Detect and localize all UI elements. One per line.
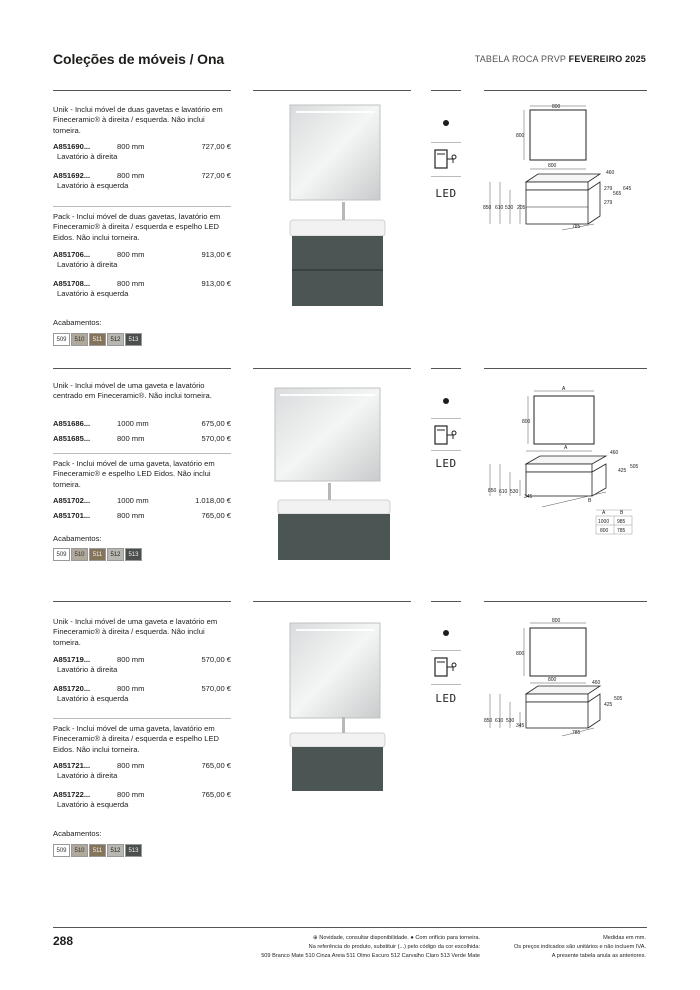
dim-mirror-width: 800 [552, 104, 561, 110]
divider [431, 601, 461, 602]
divider [253, 368, 411, 369]
divider [53, 206, 231, 207]
footer-color-codes: 509 Branco Mate 510 Cinza Areia 511 Olmo Escuro 512 Carvalho Claro 513 Verde Mate [261, 953, 480, 959]
divider [431, 368, 461, 369]
finish-swatch: 512 [107, 844, 124, 857]
dim-base: 785 [572, 730, 581, 736]
finish-swatch: 511 [89, 333, 106, 346]
faucet-hole-icon [431, 620, 461, 646]
finish-swatch: 509 [53, 844, 70, 857]
dim-d3: 425 [604, 702, 613, 708]
dim-depth: 460 [610, 450, 619, 456]
product-price: 913,00 € [201, 250, 231, 259]
dim-h3: 530 [510, 489, 519, 495]
finishes-label: Acabamentos: [53, 318, 102, 327]
product-image [270, 615, 400, 825]
footer-legend: ⊕ Novidade, consultar disponibilidade. ● Com orifício para torneira. [313, 935, 480, 941]
product-description: Unik - Inclui móvel de uma gaveta e lavatório em Fineceramic® à direita / esquerda. Não inclui torneira. [53, 617, 218, 647]
product-code: A851706... [53, 250, 91, 259]
divider [484, 90, 647, 91]
product-size: 800 mm [117, 434, 145, 443]
product-size: 1000 mm [117, 419, 149, 428]
finish-swatch: 511 [89, 548, 106, 561]
product-variant: Lavatório à direita [57, 152, 118, 161]
product-variant: Lavatório à direita [57, 665, 118, 674]
product-price: 570,00 € [201, 434, 231, 443]
finish-swatch: 512 [107, 333, 124, 346]
dim-mirror-height: 800 [516, 651, 525, 657]
dim-mirror-height: 800 [522, 419, 531, 425]
dim-depth: 460 [592, 680, 601, 686]
product-code: A851719... [53, 655, 91, 664]
product-variant: Lavatório à esquerda [57, 181, 129, 190]
dim-d3: 565 [613, 191, 622, 197]
product-size: 800 mm [117, 171, 145, 180]
product-variant: Lavatório à esquerda [57, 289, 129, 298]
footer-notes [261, 934, 480, 961]
dim-d2: 505 [614, 696, 623, 702]
dim-base: 785 [572, 224, 581, 230]
product-code: A851686... [53, 419, 91, 428]
led-label: LED [435, 691, 457, 705]
finish-swatches [53, 548, 142, 561]
dim-h3: 530 [505, 205, 514, 211]
divider [53, 90, 231, 91]
product-code: A851692... [53, 171, 91, 180]
product-code: A851690... [53, 142, 91, 151]
dim-d3: 425 [618, 468, 627, 474]
product-description: Pack - Inclui móvel de duas gavetas, lavatório em Fineceramic® à direita / esquerda e espelho LED Eidos. Não inclui torneira. [53, 212, 221, 242]
finish-swatch: 510 [71, 844, 88, 857]
dim-d2: 279 [604, 186, 613, 192]
dim-h4: 345 [524, 494, 533, 500]
dim-h1: 850 [484, 718, 493, 724]
dim-unit-width: A [564, 445, 568, 451]
finish-swatch: 512 [107, 548, 124, 561]
technical-drawing [482, 100, 647, 240]
finish-swatch: 510 [71, 333, 88, 346]
product-price: 727,00 € [201, 171, 231, 180]
dim-mirror-width: A [562, 386, 566, 392]
product-description: Unik - Inclui móvel de duas gavetas e lavatório em Fineceramic® à direita / esquerda. Não inclui torneira. [53, 105, 223, 135]
product-size: 800 mm [117, 250, 145, 259]
led-icon [431, 685, 461, 711]
product-description: Pack - Inclui móvel de uma gaveta, lavatório em Fineceramic® à direita / esquerda e espelho LED Eidos. Não inclui torneira. [53, 724, 219, 754]
led-icon [431, 450, 461, 476]
product-price: 727,00 € [201, 142, 231, 151]
product-code: A851685... [53, 434, 91, 443]
product-variant: Lavatório à direita [57, 771, 118, 780]
product-size: 800 mm [117, 684, 145, 693]
finish-swatches [53, 844, 142, 857]
product-code: A851702... [53, 496, 91, 505]
divider [431, 90, 461, 91]
dim-h2: 610 [499, 489, 508, 495]
finish-swatch: 509 [53, 333, 70, 346]
product-image [270, 100, 400, 310]
finish-swatch: 513 [125, 333, 142, 346]
dim-h4: 205 [517, 205, 526, 211]
faucet-hole-icon [431, 110, 461, 136]
dims-table-cell: 985 [617, 519, 626, 525]
technical-drawing [482, 382, 647, 542]
dim-h2: 610 [495, 718, 504, 724]
dim-h3: 530 [506, 718, 515, 724]
dim-h2: 610 [495, 205, 504, 211]
mirror-light-icon [431, 422, 461, 448]
mirror-light-icon [431, 654, 461, 680]
dim-h4: 345 [516, 723, 525, 729]
mirror-light-icon [431, 146, 461, 172]
finish-swatches [53, 333, 142, 346]
product-size: 1000 mm [117, 496, 149, 505]
product-price: 675,00 € [201, 419, 231, 428]
led-icon [431, 180, 461, 206]
divider [53, 368, 231, 369]
dims-table-cell: 800 [600, 528, 609, 534]
product-price: 570,00 € [201, 684, 231, 693]
product-size: 800 mm [117, 655, 145, 664]
dims-table-cell: 785 [617, 528, 626, 534]
product-price: 1.018,00 € [195, 496, 231, 505]
finish-swatch: 510 [71, 548, 88, 561]
dim-mirror-height: 800 [516, 133, 525, 139]
product-price: 765,00 € [201, 511, 231, 520]
dim-h1: 850 [488, 488, 497, 494]
divider [53, 453, 231, 454]
product-size: 800 mm [117, 279, 145, 288]
product-price: 913,00 € [201, 279, 231, 288]
dims-table-head-a: A [602, 510, 606, 516]
product-size: 800 mm [117, 511, 145, 520]
finishes-label: Acabamentos: [53, 829, 102, 838]
dim-d2: 505 [630, 464, 639, 470]
footer-disclaimer [514, 934, 646, 961]
product-code: A851720... [53, 684, 91, 693]
product-price: 570,00 € [201, 655, 231, 664]
product-code: A851701... [53, 511, 91, 520]
footer-units: Medidas em mm. [603, 935, 646, 941]
page-number: 288 [53, 934, 74, 948]
dim-h1: 850 [483, 205, 492, 211]
led-label: LED [435, 186, 457, 200]
dims-table-cell: 1000 [598, 519, 610, 525]
product-description: Pack - Inclui móvel de uma gaveta, lavatório em Fineceramic® e espelho LED Eidos. Não inclui torneira. [53, 459, 215, 489]
product-price: 765,00 € [201, 761, 231, 770]
finish-swatch: 509 [53, 548, 70, 561]
dim-unit-width: 800 [548, 677, 557, 683]
catalog-header-date: FEVEREIRO 2025 [568, 54, 646, 64]
product-variant: Lavatório à esquerda [57, 800, 129, 809]
dim-base: B [588, 498, 592, 504]
technical-drawing [482, 614, 647, 744]
finishes-label: Acabamentos: [53, 534, 102, 543]
footer-prices-note: Os preços indicados são unitários e não incluem IVA. [513, 944, 646, 950]
product-code: A851708... [53, 279, 91, 288]
product-size: 800 mm [117, 142, 145, 151]
product-price: 765,00 € [201, 790, 231, 799]
led-label: LED [435, 456, 457, 470]
catalog-header [475, 54, 646, 64]
footer-divider [53, 927, 647, 928]
dim-depth: 460 [606, 170, 615, 176]
finish-swatch: 513 [125, 548, 142, 561]
page-title: Coleções de móveis / Ona [53, 51, 225, 67]
product-image [270, 383, 400, 593]
divider [484, 368, 647, 369]
finish-swatch: 511 [89, 844, 106, 857]
dim-d4: 645 [623, 186, 632, 192]
footer-validity-note: A presente tabela anula as anteriores. [551, 953, 646, 959]
divider [53, 718, 231, 719]
dim-unit-width: 800 [548, 163, 557, 169]
dims-table-head-b: B [620, 510, 624, 516]
catalog-header-prefix: TABELA ROCA PRVP [474, 54, 566, 64]
divider [53, 601, 231, 602]
product-variant: Lavatório à direita [57, 260, 118, 269]
product-variant: Lavatório à esquerda [57, 694, 129, 703]
product-code: A851722... [53, 790, 91, 799]
product-description: Unik - Inclui móvel de uma gaveta e lavatório centrado em Fineceramic®. Não inclui torneira. [53, 381, 212, 401]
faucet-hole-icon [431, 388, 461, 414]
footer-reference-note: Na referência do produto, substituir (...) pelo código da cor escolhida: [308, 944, 480, 950]
product-size: 800 mm [117, 790, 145, 799]
product-size: 800 mm [117, 761, 145, 770]
product-code: A851721... [53, 761, 91, 770]
dim-d5: 279 [604, 200, 613, 206]
divider [253, 90, 411, 91]
dim-mirror-width: 800 [552, 618, 561, 624]
finish-swatch: 513 [125, 844, 142, 857]
divider [253, 601, 411, 602]
divider [484, 601, 647, 602]
